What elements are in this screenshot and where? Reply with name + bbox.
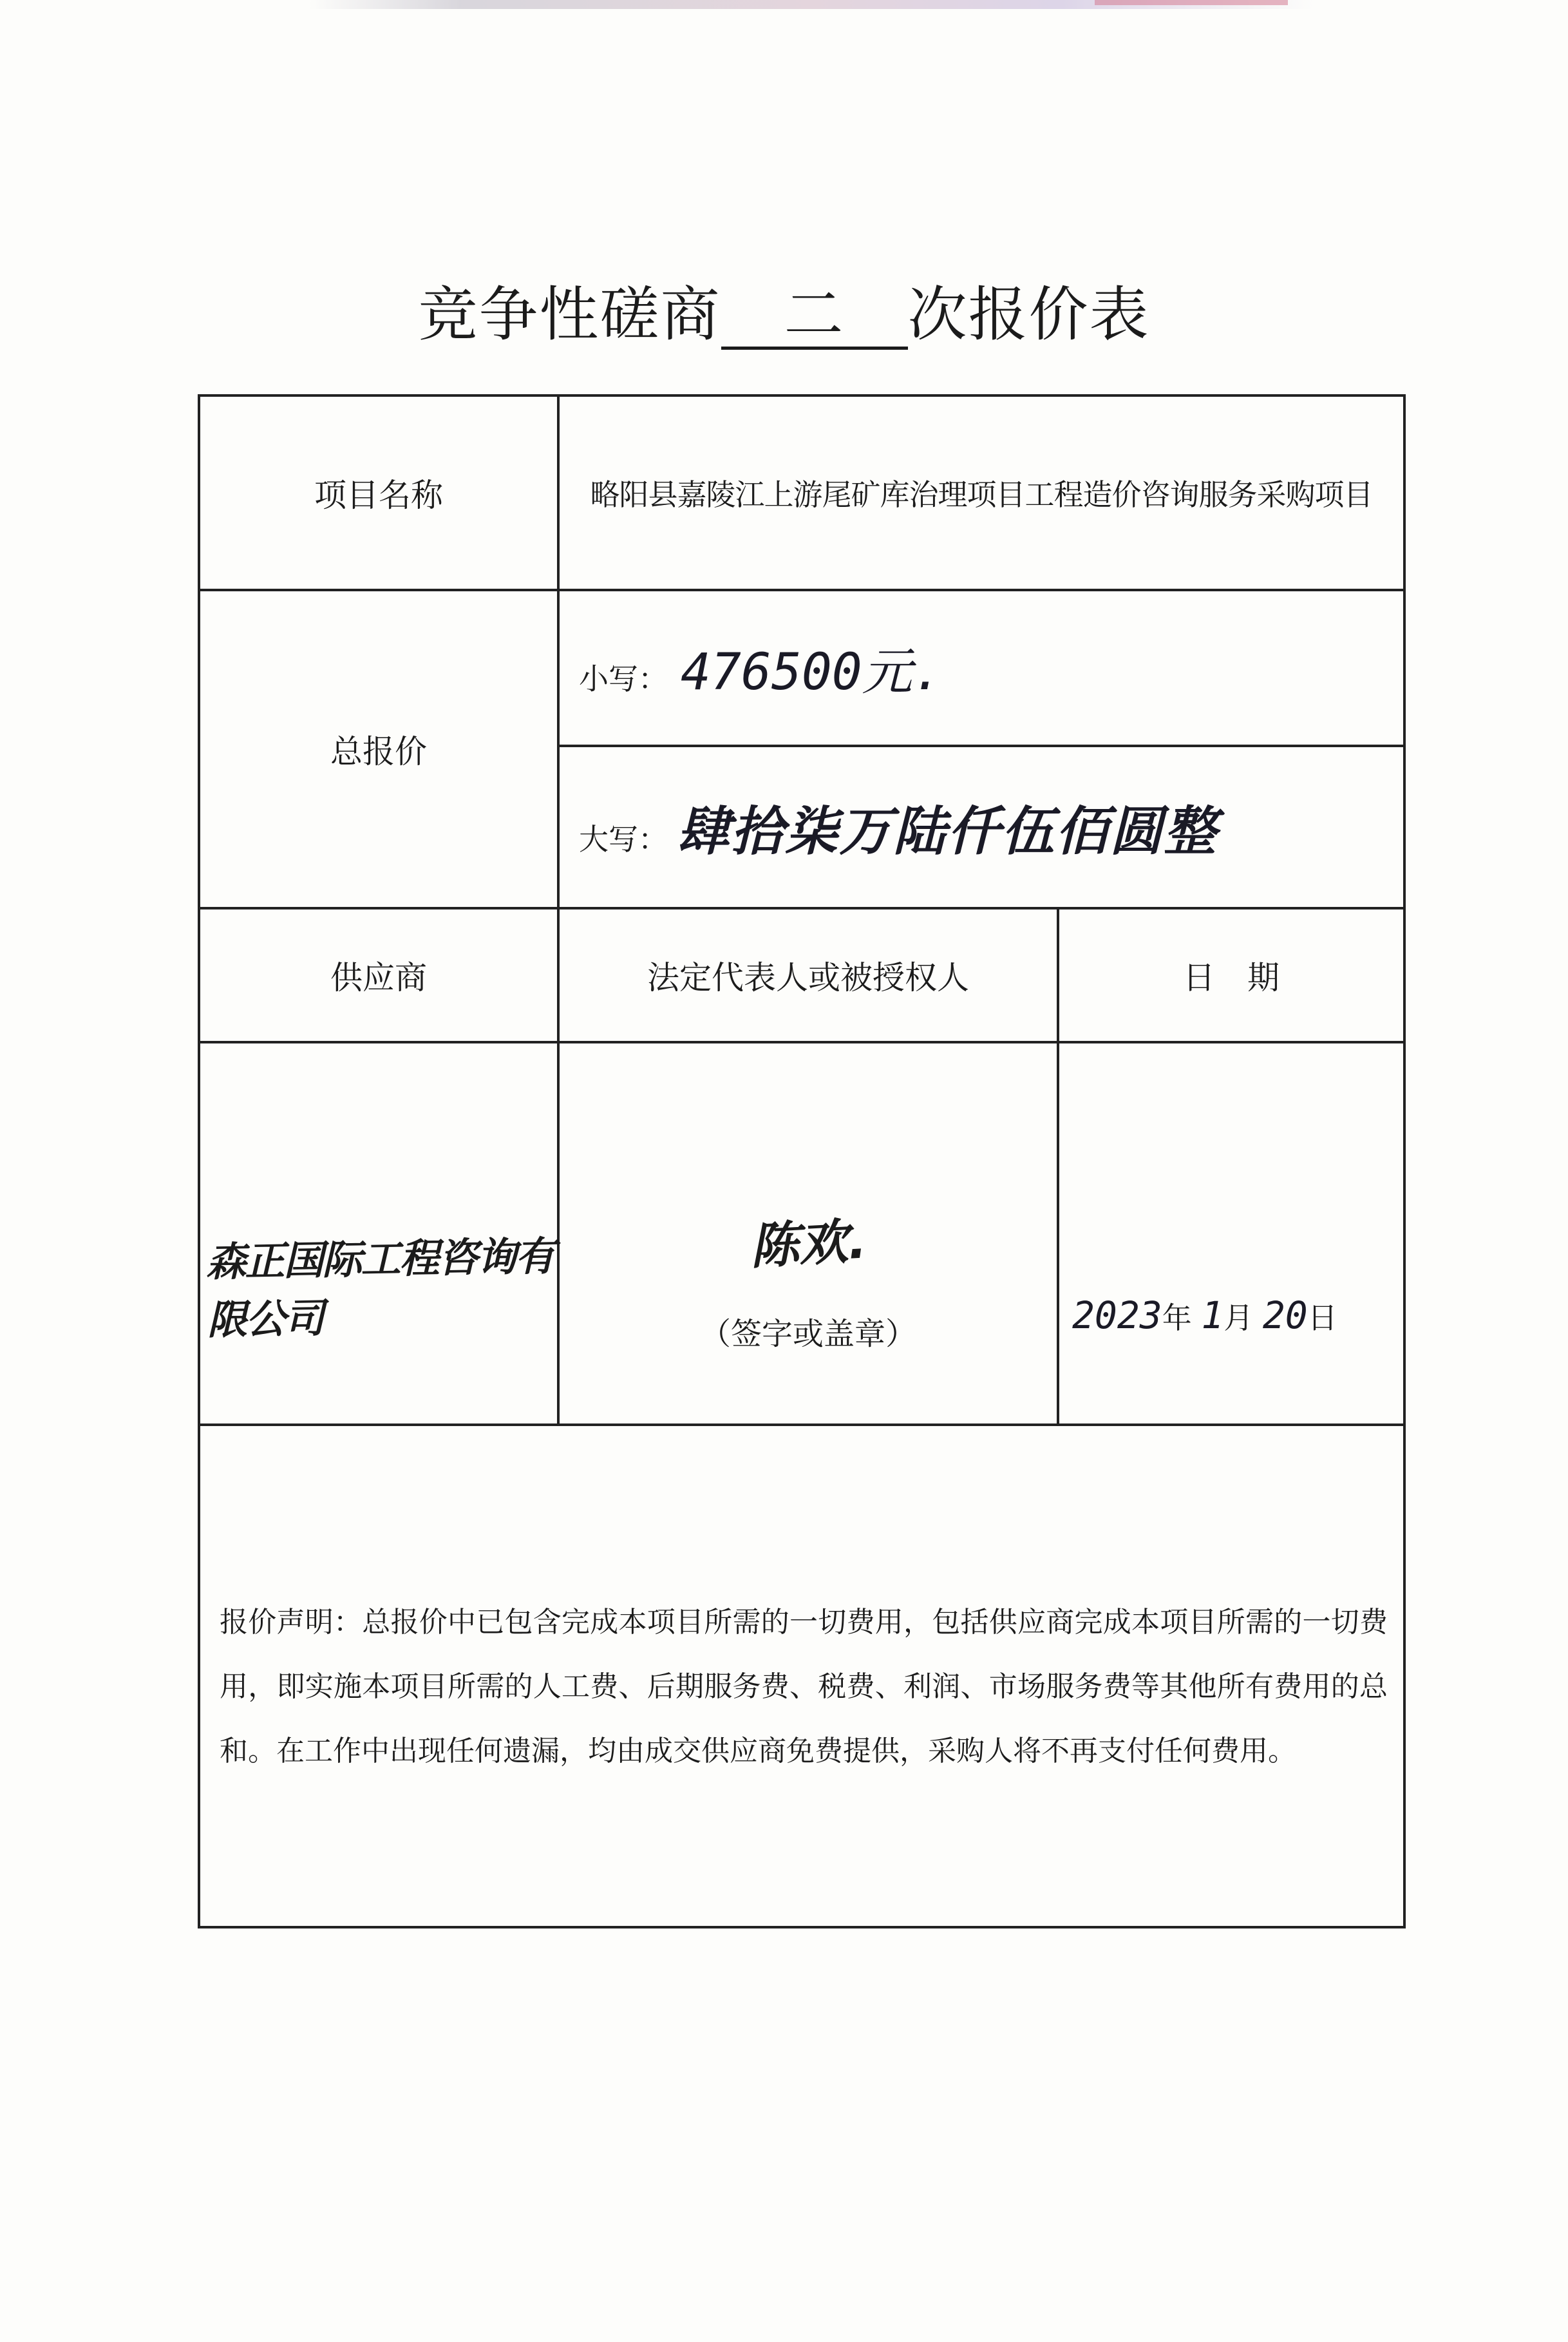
price-capital-cell bbox=[558, 746, 1404, 908]
header-row bbox=[199, 908, 1404, 1042]
price-small-value: 476500元. bbox=[681, 643, 943, 701]
project-name: 略阳县嘉陵江上游尾矿库治理项目工程造价咨询服务采购项目 bbox=[558, 395, 1404, 590]
quotation-table bbox=[198, 394, 1406, 1928]
page-title bbox=[0, 267, 1568, 352]
price-capital-label: 大写： bbox=[579, 821, 668, 857]
price-small-label: 小写： bbox=[579, 662, 668, 696]
signature-row bbox=[199, 1042, 1404, 1425]
date-header: 日 期 bbox=[1058, 908, 1404, 1042]
sign-note: （签字或盖章） bbox=[699, 1316, 916, 1352]
representative-header: 法定代表人或被授权人 bbox=[558, 908, 1058, 1042]
project-label: 项目名称 bbox=[199, 395, 558, 590]
supplier-cell bbox=[199, 1042, 558, 1425]
title-round-blank: 二 bbox=[721, 284, 908, 350]
supplier-name-handwritten: 森正国际工程咨询有限公司 bbox=[205, 1232, 554, 1344]
project-row bbox=[199, 395, 1404, 590]
date-year: 2023 bbox=[1072, 1293, 1162, 1337]
representative-cell bbox=[558, 1042, 1058, 1425]
year-unit: 年 bbox=[1162, 1300, 1192, 1335]
day-unit: 日 bbox=[1307, 1300, 1337, 1335]
declaration-row bbox=[199, 1425, 1404, 1927]
scan-edge-artifact-pink bbox=[1095, 0, 1288, 5]
price-small-cell bbox=[558, 590, 1404, 746]
sign-date bbox=[1072, 1293, 1337, 1337]
title-suffix: 次报价表 bbox=[907, 280, 1150, 349]
representative-signature: 陈欢. bbox=[748, 1212, 868, 1275]
month-unit: 月 bbox=[1223, 1300, 1254, 1335]
declaration-cell bbox=[199, 1425, 1404, 1927]
total-price-label: 总报价 bbox=[199, 590, 558, 908]
date-month: 1 bbox=[1201, 1293, 1224, 1337]
date-day: 20 bbox=[1262, 1293, 1308, 1337]
supplier-header: 供应商 bbox=[199, 908, 558, 1042]
price-capital-value: 肆拾柒万陆仟伍佰圆整 bbox=[677, 801, 1218, 862]
title-prefix: 竞争性磋商 bbox=[418, 280, 721, 349]
date-cell bbox=[1058, 1042, 1404, 1425]
price-declaration: 报价声明：总报价中已包含完成本项目所需的一切费用，包括供应商完成本项目所需的一切费用，即实施本项目所需的人工费、后期服务费、税费、利润、市场服务费等其他所有费用的总和。在工作中出现任何遗漏，均由成交供应商免费提供，采购人将不再支付任何费用。 bbox=[220, 1606, 1388, 1767]
price-small-row bbox=[199, 590, 1404, 746]
